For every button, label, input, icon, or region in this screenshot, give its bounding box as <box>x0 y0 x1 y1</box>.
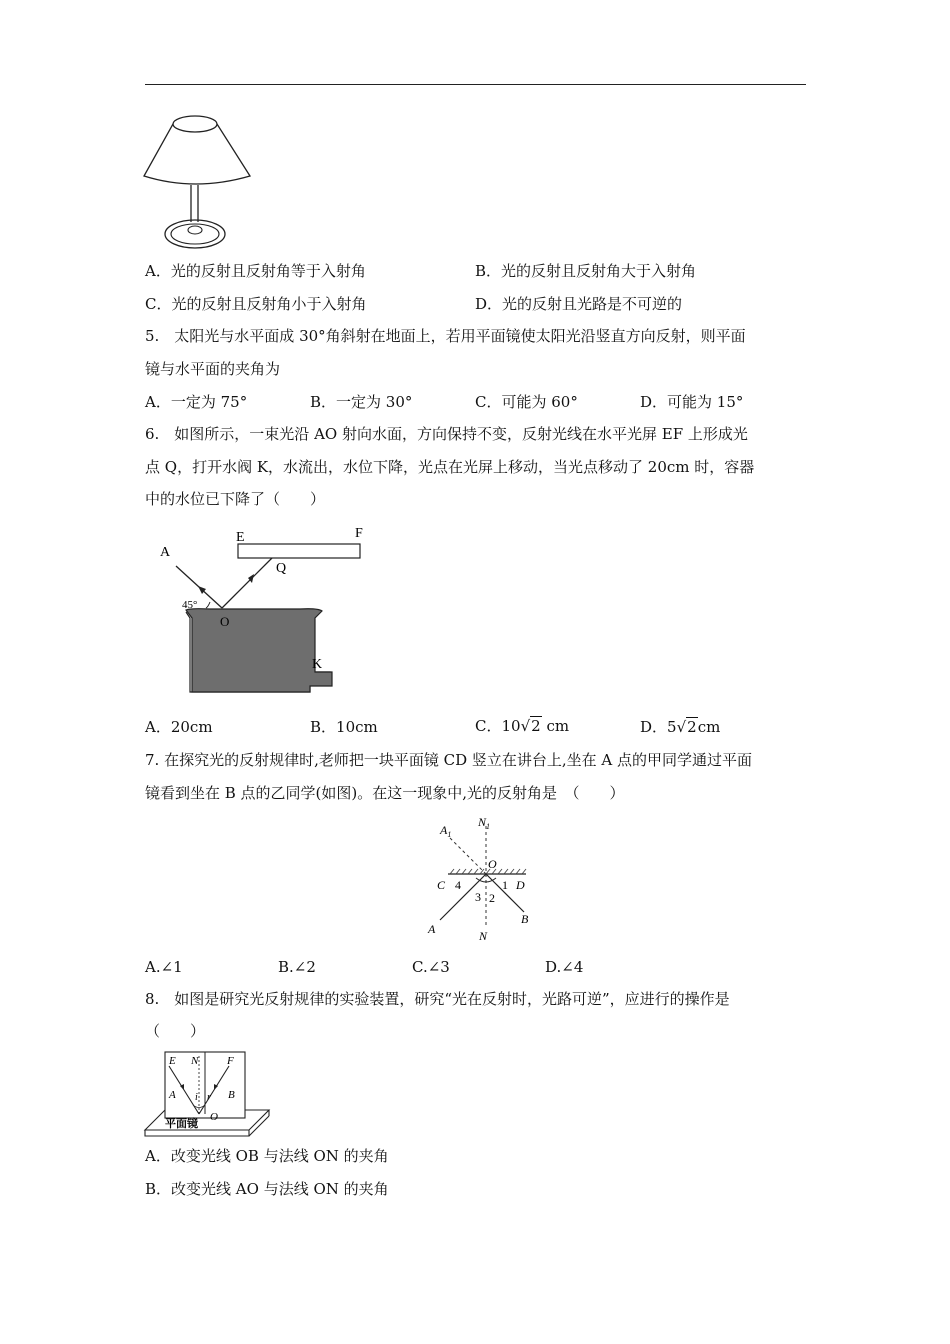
q6-option-c <box>475 716 569 736</box>
q6-option-d-unit: cm <box>697 718 721 736</box>
label-o: O <box>220 614 230 629</box>
q4-option-b: B．光的反射且反射角大于入射角 <box>475 262 697 280</box>
label-angle-1: 1 <box>502 878 508 892</box>
q6-option-d-prefix: D．5 <box>640 718 677 736</box>
label-e: E <box>236 530 245 545</box>
label-b: B <box>521 912 529 926</box>
label-n1: $N_1$ <box>478 815 491 831</box>
sqrt-symbol: √ <box>676 718 687 736</box>
label-angle-2: 2 <box>489 891 495 905</box>
q4-option-d: D．光的反射且光路是不可逆的 <box>475 295 683 313</box>
q7-stem-line1: 7. 在探究光的反射规律时,老师把一块平面镜 CD 竖立在讲台上,坐在 A 点的甲同学通过平面 <box>145 751 753 769</box>
label-a: A <box>169 1089 176 1101</box>
q7-stem-line2: 镜看到坐在 B 点的乙同学(如图)。在这一现象中,光的反射角是 （ ） <box>145 784 625 802</box>
q8-stem-line2: （ ） <box>145 1022 206 1040</box>
label-b: B <box>228 1089 235 1101</box>
q8-stem-line1: 8. 如图是研究光反射规律的实验装置，研究“光在反射时，光路可逆”，应进行的操作是 <box>145 990 730 1008</box>
label-q: Q <box>276 561 287 576</box>
q6-stem-line3: 中的水位已下降了（ ） <box>145 490 326 508</box>
label-c: C <box>437 878 446 892</box>
q6-option-b: B．10cm <box>310 718 378 736</box>
q6-option-d-radicand: 2 <box>687 718 697 736</box>
label-k: K <box>312 657 323 672</box>
desk-lamp-figure <box>140 110 256 252</box>
q5-stem-line1: 5. 太阳光与水平面成 30°角斜射在地面上，若用平面镜使太阳光沿竖直方向反射，则平面 <box>145 327 746 345</box>
label-a: A <box>428 922 436 936</box>
label-plane-mirror: 平面镜 <box>165 1118 198 1130</box>
q5-option-c: C．可能为 60° <box>475 393 578 411</box>
q6-option-c-prefix: C．10 <box>475 717 521 735</box>
label-o: O <box>488 857 497 871</box>
q6-stem-line1: 6. 如图所示，一束光沿 AO 射向水面，方向保持不变，反射光线在水平光屏 EF 上形成光 <box>145 425 748 443</box>
label-r: r <box>207 1092 211 1103</box>
q7-option-a: A.∠1 <box>145 958 183 976</box>
q6-option-a: A．20cm <box>145 718 213 736</box>
label-n: N <box>479 929 488 943</box>
q6-option-c-radicand: 2 <box>531 717 541 735</box>
label-a: A <box>160 545 171 560</box>
label-o: O <box>210 1111 218 1123</box>
q5-option-b: B．一定为 30° <box>310 393 413 411</box>
q5-stem-line2: 镜与水平面的夹角为 <box>145 360 281 378</box>
label-e: E <box>169 1055 176 1067</box>
label-f: F <box>227 1055 234 1067</box>
q6-stem-line2: 点 Q，打开水阀 K，水流出，水位下降，光点在光屏上移动，当光点移动了 20cm 时，容器 <box>145 458 755 476</box>
label-d: D <box>516 878 525 892</box>
mirror-reflection-figure <box>420 812 545 944</box>
sqrt-symbol: √ <box>520 717 531 735</box>
q6-option-d <box>640 717 720 737</box>
label-45deg: 45° <box>182 599 198 611</box>
q8-option-b: B．改变光线 AO 与法线 ON 的夹角 <box>145 1180 389 1198</box>
q6-option-c-unit: cm <box>541 717 570 735</box>
q4-option-c: C．光的反射且反射角小于入射角 <box>145 295 367 313</box>
q7-option-d: D.∠4 <box>545 958 584 976</box>
q5-option-d: D．可能为 15° <box>640 393 744 411</box>
q7-option-c: C.∠3 <box>412 958 450 976</box>
q8-option-a: A．改变光线 OB 与法线 ON 的夹角 <box>145 1147 389 1165</box>
water-container-figure <box>150 522 363 700</box>
q7-option-b: B.∠2 <box>278 958 316 976</box>
q5-option-a: A．一定为 75° <box>145 393 248 411</box>
label-angle-3: 3 <box>475 890 481 904</box>
label-a1: $A_1$ <box>440 823 452 839</box>
label-n: N <box>191 1055 199 1067</box>
label-i: i <box>195 1092 198 1103</box>
header-rule <box>145 84 806 85</box>
label-angle-4: 4 <box>455 878 461 892</box>
label-f: F <box>355 526 363 541</box>
reflection-apparatus-figure <box>143 1050 273 1138</box>
q4-option-a: A．光的反射且反射角等于入射角 <box>145 262 366 280</box>
